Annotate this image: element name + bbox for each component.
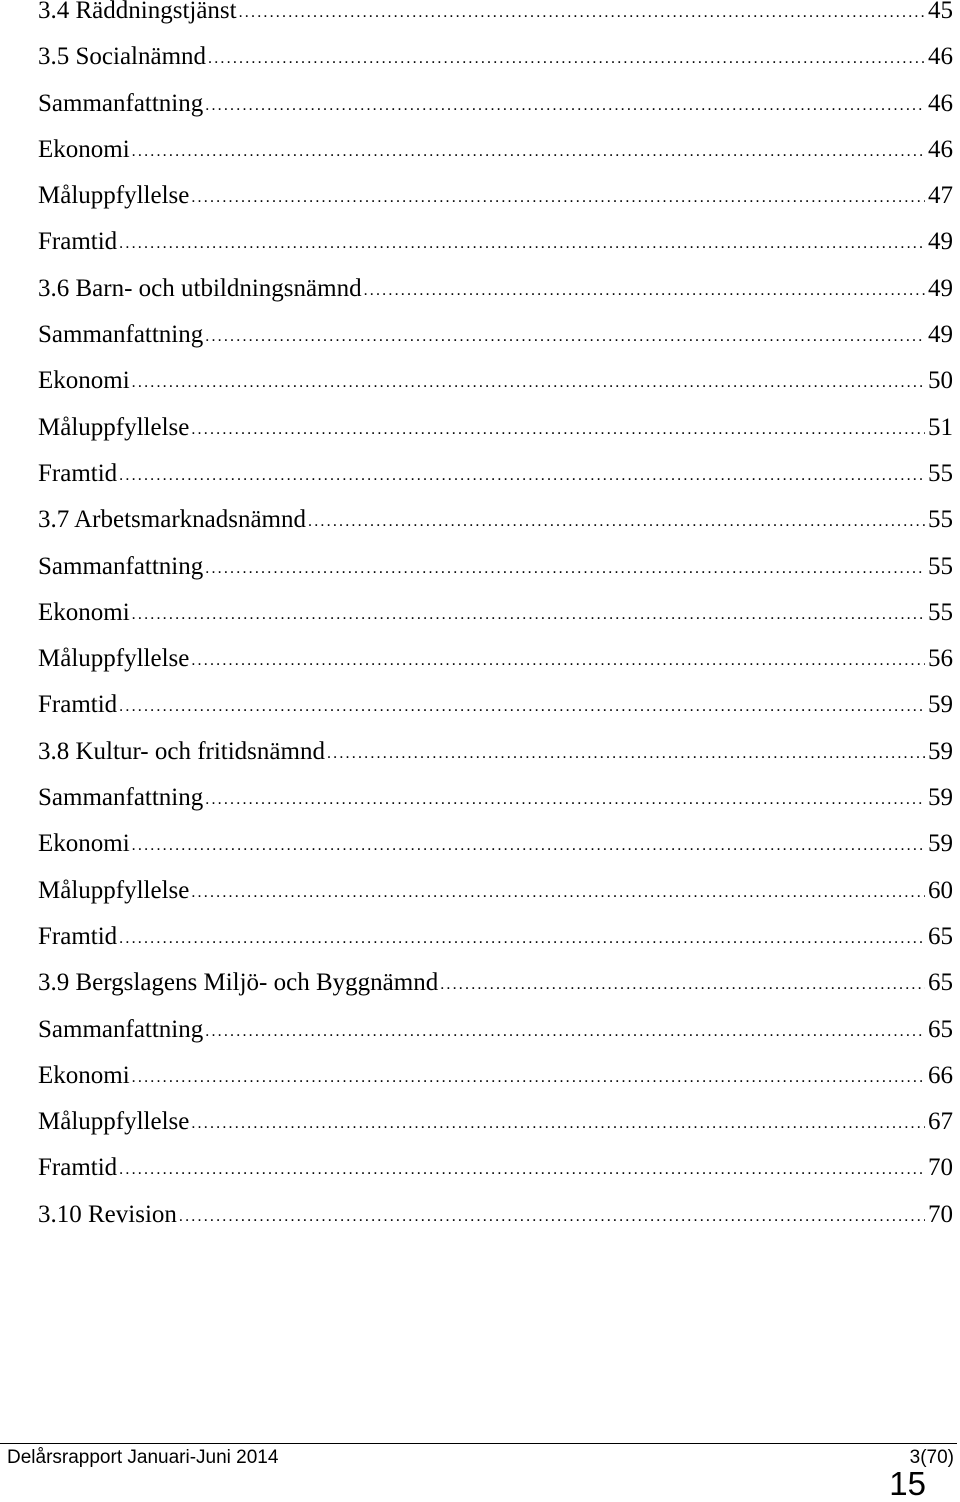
- toc-entry-title: Måluppfyllelse: [38, 413, 190, 441]
- toc-entry-page: 59: [928, 691, 953, 719]
- toc-entry-page: 70: [928, 1200, 953, 1228]
- toc-entry-page: 49: [928, 274, 953, 302]
- toc-entry-title: Ekonomi: [38, 367, 130, 395]
- toc-entry-title: Måluppfyllelse: [38, 1108, 190, 1136]
- toc-entry-title: Ekonomi: [38, 598, 130, 626]
- toc-entry-page: 59: [928, 830, 953, 858]
- toc-dot-leader: [191, 1101, 925, 1147]
- page-number: 15: [889, 1465, 926, 1502]
- toc-entry-title: Framtid: [38, 228, 118, 256]
- toc-dot-leader: [119, 684, 925, 730]
- toc-entry-page: 66: [928, 1061, 953, 1089]
- toc-entry[interactable]: [38, 1192, 953, 1238]
- toc-entry[interactable]: [38, 405, 953, 451]
- toc-entry-page: 51: [928, 413, 953, 441]
- toc-entry-page: 49: [928, 228, 953, 256]
- toc-entry[interactable]: [38, 127, 953, 173]
- toc-entry[interactable]: [38, 775, 953, 821]
- toc-dot-leader: [132, 1055, 925, 1101]
- toc-entry-title: Måluppfyllelse: [38, 876, 190, 904]
- toc-entry[interactable]: [38, 358, 953, 404]
- toc-entry-title: Ekonomi: [38, 830, 130, 858]
- toc-entry[interactable]: [38, 1145, 953, 1191]
- toc-entry-title: Ekonomi: [38, 135, 130, 163]
- toc-entry-page: 47: [928, 182, 953, 210]
- toc-entry-page: 49: [928, 321, 953, 349]
- toc-dot-leader: [179, 1194, 925, 1240]
- toc-entry-page: 65: [928, 922, 953, 950]
- toc-entry[interactable]: [38, 1099, 953, 1145]
- toc-entry-page: 65: [928, 1015, 953, 1043]
- toc-dot-leader: [119, 916, 925, 962]
- toc-dot-leader: [191, 407, 925, 453]
- toc-entry[interactable]: [38, 1007, 953, 1053]
- toc-entry-title: Framtid: [38, 459, 118, 487]
- toc-entry-page: 55: [928, 506, 953, 534]
- toc-dot-leader: [364, 268, 925, 314]
- toc-entry-page: 67: [928, 1108, 953, 1136]
- toc-entry[interactable]: [38, 497, 953, 543]
- toc-entry-title: Måluppfyllelse: [38, 645, 190, 673]
- toc-entry-title: Sammanfattning: [38, 1015, 204, 1043]
- toc-entry[interactable]: [38, 821, 953, 867]
- footer-divider: [0, 1443, 957, 1444]
- toc-entry-title: 3.4 Räddningstjänst: [38, 0, 237, 24]
- toc-entry-title: Framtid: [38, 691, 118, 719]
- toc-entry-title: Sammanfattning: [38, 321, 204, 349]
- toc-entry-title: Sammanfattning: [38, 552, 204, 580]
- toc-dot-leader: [191, 870, 925, 916]
- footer-page-of-total: 3(70): [909, 1447, 954, 1468]
- toc-dot-leader: [208, 36, 925, 82]
- toc-dot-leader: [132, 360, 925, 406]
- page-footer: [7, 1446, 954, 1470]
- toc-dot-leader: [119, 221, 925, 267]
- toc-entry-page: 50: [928, 367, 953, 395]
- toc-entry-page: 60: [928, 876, 953, 904]
- toc-dot-leader: [132, 823, 925, 869]
- toc-entry-title: Framtid: [38, 922, 118, 950]
- toc-entry-page: 56: [928, 645, 953, 673]
- toc-entry-title: Måluppfyllelse: [38, 182, 190, 210]
- toc-entry-page: 55: [928, 459, 953, 487]
- toc-entry-page: 59: [928, 737, 953, 765]
- toc-dot-leader: [327, 731, 925, 777]
- toc-entry-title: 3.10 Revision: [38, 1200, 177, 1228]
- toc-entry-title: 3.5 Socialnämnd: [38, 43, 207, 71]
- toc-entry-title: 3.7 Arbetsmarknadsnämnd: [38, 506, 307, 534]
- toc-dot-leader: [205, 314, 925, 360]
- toc-entry-page: 70: [928, 1154, 953, 1182]
- table-of-contents: [38, 0, 953, 1238]
- toc-entry-page: 55: [928, 598, 953, 626]
- toc-entry[interactable]: [38, 173, 953, 219]
- toc-dot-leader: [205, 546, 925, 592]
- toc-entry[interactable]: [38, 868, 953, 914]
- toc-dot-leader: [205, 777, 925, 823]
- toc-entry-page: 46: [928, 135, 953, 163]
- toc-dot-leader: [191, 638, 925, 684]
- toc-entry[interactable]: [38, 312, 953, 358]
- toc-entry-page: 59: [928, 784, 953, 812]
- toc-entry-title: Sammanfattning: [38, 784, 204, 812]
- toc-entry[interactable]: [38, 34, 953, 80]
- toc-entry[interactable]: [38, 0, 953, 34]
- toc-entry-title: Framtid: [38, 1154, 118, 1182]
- toc-entry[interactable]: [38, 1053, 953, 1099]
- toc-entry-title: 3.8 Kultur- och fritidsnämnd: [38, 737, 325, 765]
- toc-dot-leader: [119, 1147, 925, 1193]
- toc-dot-leader: [205, 1009, 925, 1055]
- toc-dot-leader: [440, 962, 925, 1008]
- toc-entry-title: 3.9 Bergslagens Miljö- och Byggnämnd: [38, 969, 439, 997]
- toc-dot-leader: [191, 175, 925, 221]
- toc-dot-leader: [119, 453, 925, 499]
- toc-entry[interactable]: [38, 636, 953, 682]
- toc-entry-page: 46: [928, 89, 953, 117]
- toc-entry-page: 45: [928, 0, 953, 24]
- toc-entry[interactable]: [38, 544, 953, 590]
- toc-entry[interactable]: [38, 960, 953, 1006]
- toc-dot-leader: [205, 83, 925, 129]
- toc-entry-title: Ekonomi: [38, 1061, 130, 1089]
- toc-entry[interactable]: [38, 219, 953, 265]
- toc-entry[interactable]: [38, 266, 953, 312]
- toc-entry-title: Sammanfattning: [38, 89, 204, 117]
- toc-dot-leader: [308, 499, 925, 545]
- toc-entry-title: 3.6 Barn- och utbildningsnämnd: [38, 274, 362, 302]
- toc-entry[interactable]: [38, 81, 953, 127]
- toc-entry[interactable]: [38, 914, 953, 960]
- toc-dot-leader: [132, 129, 925, 175]
- toc-entry-page: 46: [928, 43, 953, 71]
- footer-document-title: Delårsrapport Januari-Juni 2014: [7, 1447, 279, 1468]
- toc-dot-leader: [132, 592, 925, 638]
- toc-entry[interactable]: [38, 729, 953, 775]
- toc-entry[interactable]: [38, 590, 953, 636]
- toc-entry[interactable]: [38, 451, 953, 497]
- toc-entry-page: 55: [928, 552, 953, 580]
- toc-entry[interactable]: [38, 682, 953, 728]
- toc-dot-leader: [239, 0, 925, 36]
- toc-entry-page: 65: [928, 969, 953, 997]
